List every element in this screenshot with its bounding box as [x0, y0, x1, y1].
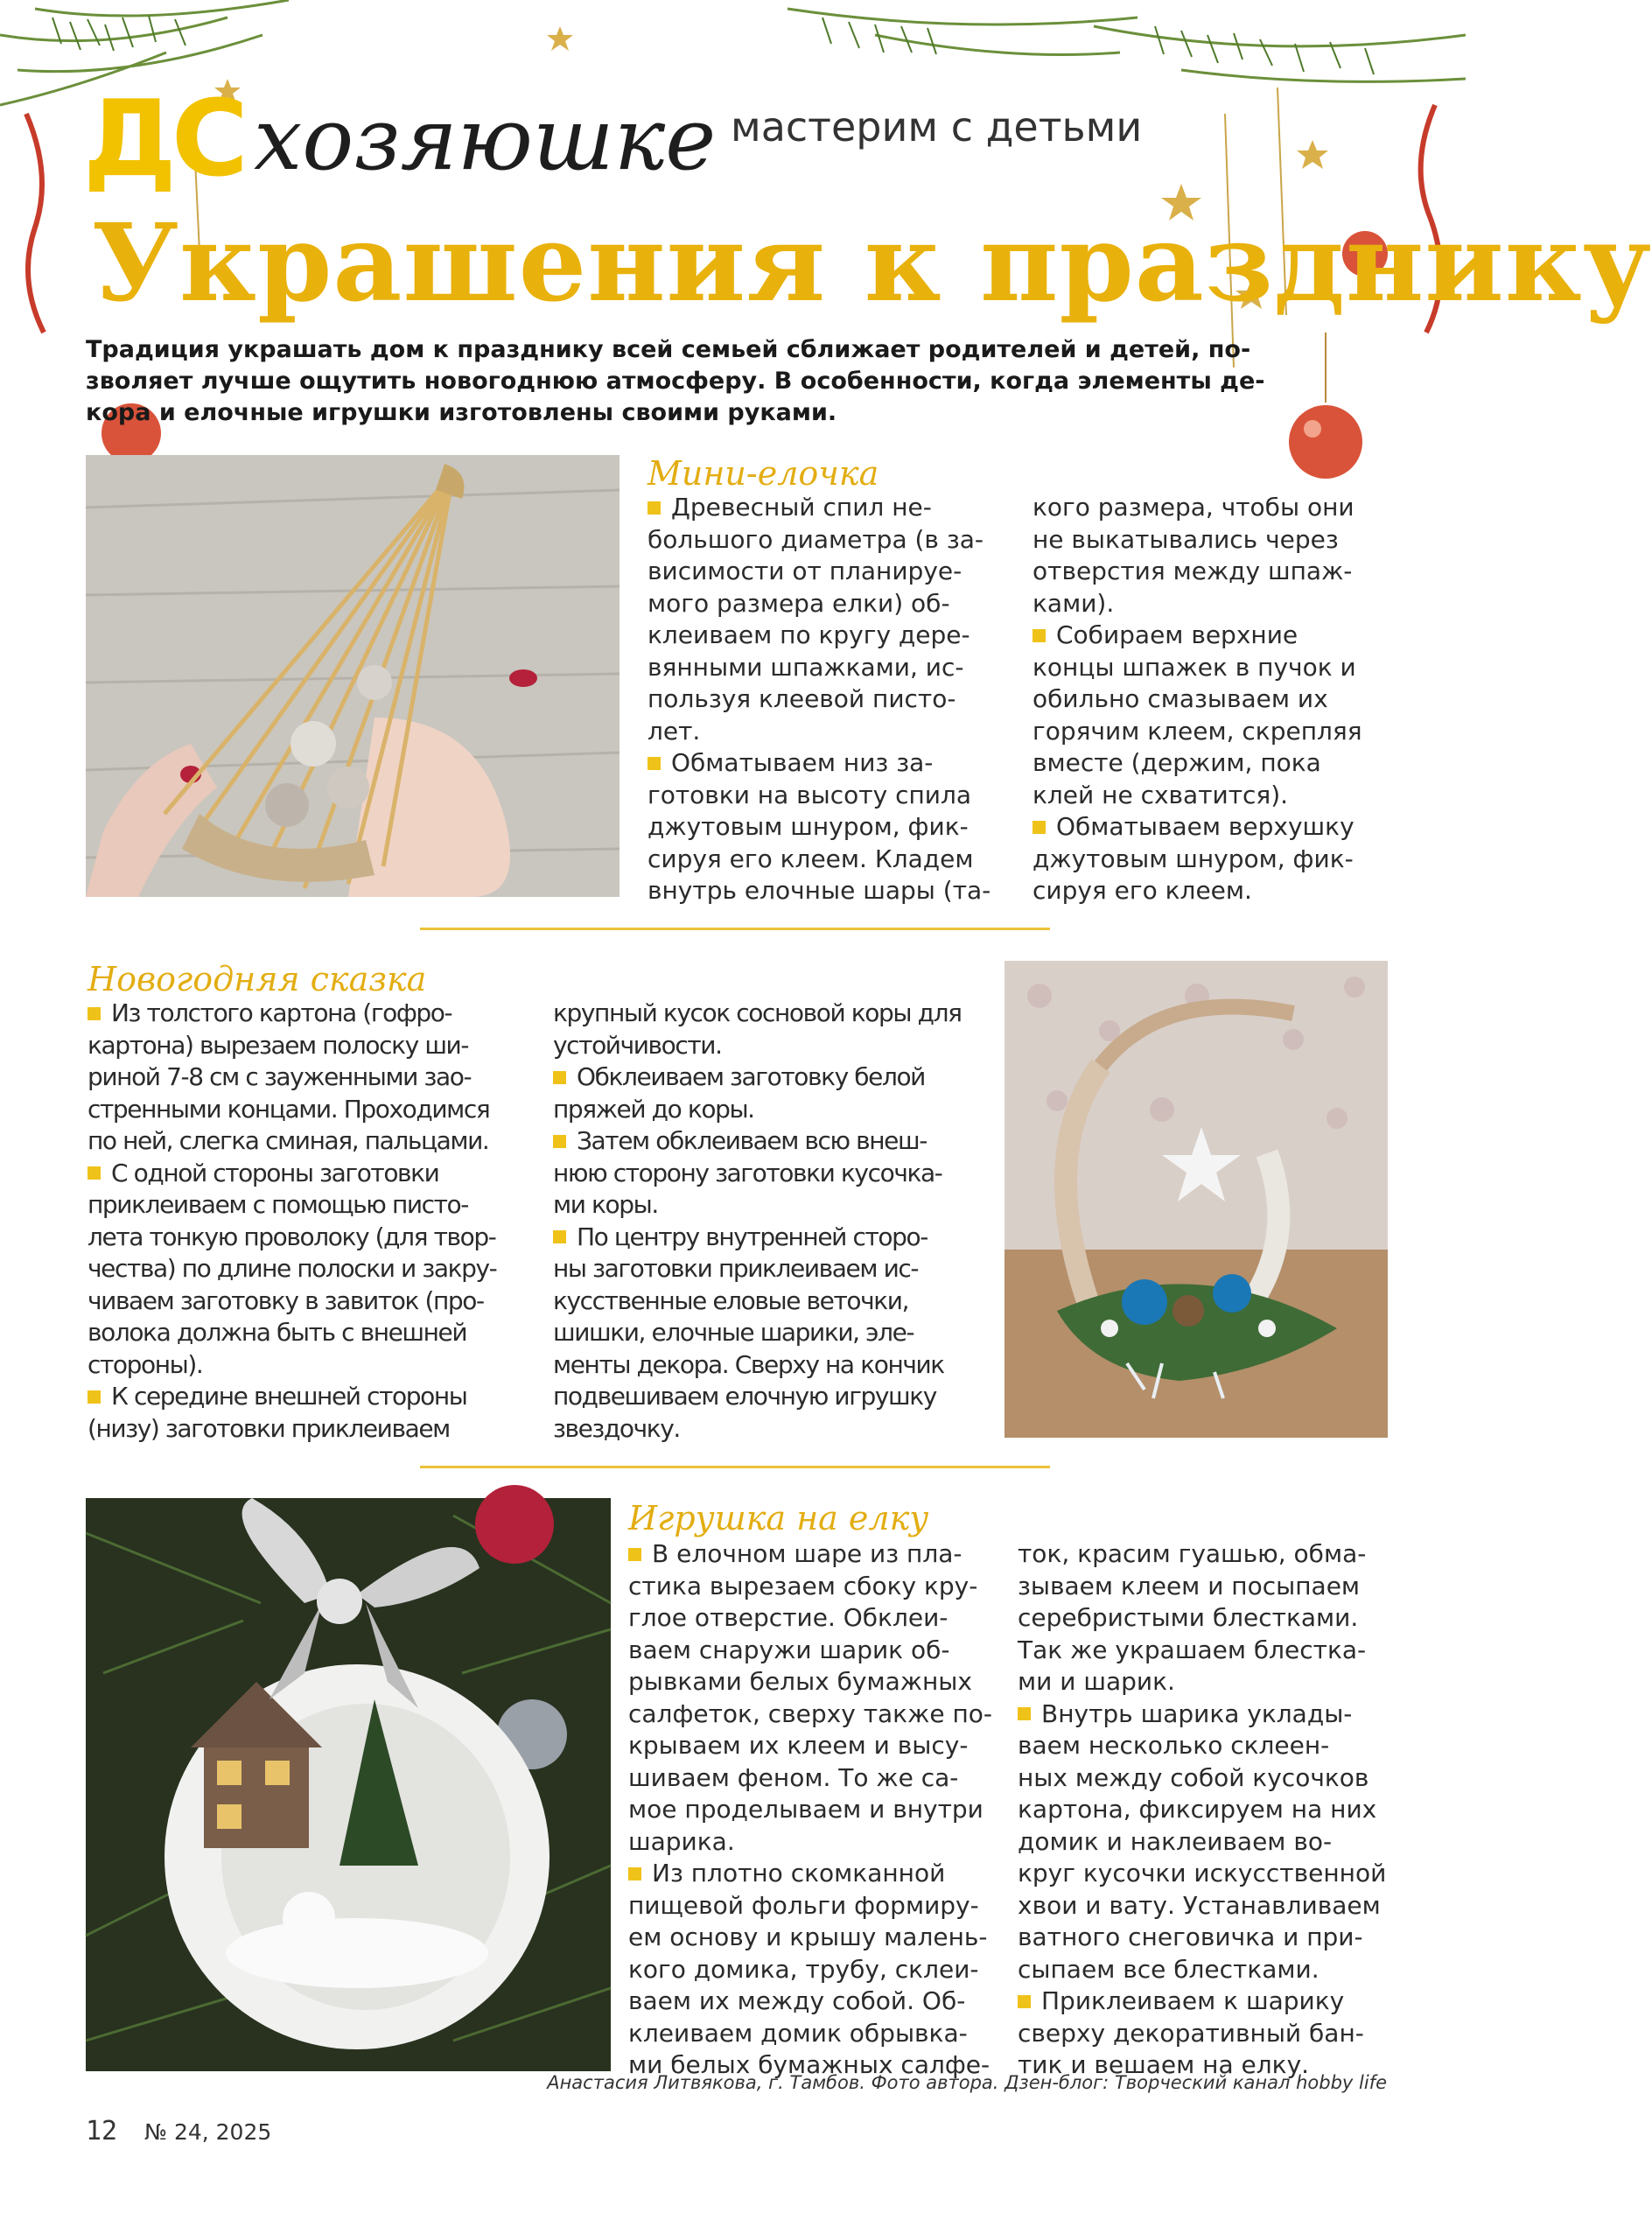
- text-line: стороны).: [88, 1349, 203, 1379]
- text-line: лет.: [648, 716, 701, 746]
- text-line: С одной стороны заготовки: [111, 1158, 439, 1187]
- text-line: [628, 1538, 996, 1571]
- text-line: кусственные еловые веточки,: [553, 1285, 909, 1315]
- text-line: шишки, елочные шарики, эле-: [553, 1318, 914, 1347]
- bullet-marker: [648, 501, 661, 515]
- text-line: [553, 1222, 990, 1254]
- text-line: [1018, 1698, 1385, 1731]
- text-line: ваем несколько склеен-: [1018, 1731, 1330, 1760]
- issue-number: № 24, 2025: [144, 2119, 272, 2145]
- text-line: звездочку.: [553, 1413, 680, 1443]
- bullet-marker: [628, 1867, 641, 1880]
- section-mini-tree-col2: [1032, 492, 1382, 907]
- text-line: ми белых бумажных салфе-: [628, 2050, 990, 2079]
- text-line: устойчивости.: [553, 1030, 722, 1060]
- text-line: ных между собой кусочков: [1018, 1762, 1369, 1792]
- text-line: отверстия между шпаж-: [1032, 557, 1353, 585]
- text-line: Затем обклеиваем всю внеш-: [577, 1126, 927, 1155]
- section-title-new-year-tale: Новогодняя сказка: [88, 960, 427, 998]
- text-line: сируя его клеем. Кладем: [648, 844, 974, 873]
- text-line: Собираем верхние: [1056, 620, 1298, 649]
- intro-line: зволяет лучше ощутить новогоднюю атмосферу. В особенности, когда элементы де-: [86, 368, 1265, 395]
- text-line: Из плотно скомканной: [652, 1859, 946, 1887]
- text-line: вместе (держим, пока: [1032, 748, 1321, 777]
- text-line: [88, 998, 525, 1030]
- text-line: Так же украшаем блестка-: [1018, 1635, 1367, 1664]
- text-line: крупный кусок сосновой коры для: [553, 998, 962, 1027]
- text-line: Внутрь шарика уклады-: [1041, 1698, 1353, 1728]
- text-line: пищевой фольги формиру-: [628, 1890, 979, 1920]
- pine-needles: [52, 16, 1374, 74]
- text-line: ток, красим гуашью, обма-: [1018, 1539, 1367, 1568]
- text-line: Обматываем верхушку: [1056, 812, 1354, 841]
- text-line: серебристыми блестками.: [1018, 1603, 1359, 1632]
- text-line: [88, 1381, 525, 1413]
- text-line: концы шпажек в пучок и: [1032, 652, 1356, 682]
- section-tale-col2: [553, 998, 990, 1445]
- section-tree-toy-col2: [1018, 1538, 1385, 2082]
- text-line: кого домика, трубу, склеи-: [628, 1954, 979, 1984]
- text-line: готовки на высоту спила: [648, 780, 972, 809]
- text-line: [553, 1125, 990, 1158]
- bullet-marker: [1018, 1707, 1031, 1720]
- bullet-marker: [1032, 629, 1046, 642]
- text-line: чества) по длине полоски и закру-: [88, 1254, 497, 1283]
- text-line: мого размера елки) об-: [648, 588, 950, 618]
- text-line: зываем клеем и посыпаем: [1018, 1571, 1361, 1600]
- text-line: круг кусочки искусственной: [1018, 1859, 1387, 1887]
- photo-tree-toy: [86, 1498, 611, 2071]
- text-line: Обклеиваем заготовку белой: [577, 1062, 925, 1091]
- text-line: клеиваем домик обрывка-: [628, 2018, 968, 2048]
- text-line: подвешиваем елочную игрушку: [553, 1382, 936, 1411]
- text-line: джутовым шнуром, фик-: [648, 812, 969, 841]
- text-line: хвои и вату. Устанавливаем: [1018, 1890, 1381, 1920]
- text-line: (низу) заготовки приклеиваем: [88, 1413, 450, 1443]
- text-line: картона, фиксируем на них: [1018, 1795, 1377, 1824]
- text-line: большого диаметра (в за-: [648, 524, 984, 554]
- text-line: [88, 1158, 525, 1190]
- text-line: [628, 1858, 996, 1890]
- text-line: [1032, 620, 1382, 652]
- text-line: стика вырезаем сбоку кру-: [628, 1571, 978, 1600]
- bullet-marker: [88, 1390, 101, 1404]
- text-line: стренными концами. Проходимся: [88, 1094, 490, 1124]
- text-line: нюю сторону заготовки кусочка-: [553, 1158, 942, 1187]
- text-line: Из толстого картона (гофро-: [111, 998, 452, 1027]
- pine-branches-right: [788, 9, 1466, 81]
- text-line: В елочном шаре из пла-: [652, 1539, 962, 1568]
- text-line: салфеток, сверху также по-: [628, 1698, 992, 1728]
- text-line: ками).: [1032, 588, 1115, 618]
- text-line: по ней, слегка сминая, пальцами.: [88, 1126, 489, 1155]
- text-line: [648, 747, 998, 780]
- text-line: крываем их клеем и высу-: [628, 1731, 969, 1760]
- text-line: чиваем заготовку в завиток (про-: [88, 1285, 484, 1315]
- article-intro: [86, 334, 1398, 429]
- photo-new-year-tale: [1004, 961, 1388, 1438]
- text-line: К середине внешней стороны: [111, 1382, 467, 1411]
- text-line: [553, 1061, 990, 1094]
- text-line: горячим клеем, скрепляя: [1032, 716, 1362, 746]
- text-line: картона) вырезаем полоску ши-: [88, 1030, 469, 1060]
- section-divider: [420, 1466, 1050, 1468]
- text-line: глое отверстие. Обклеи-: [628, 1603, 948, 1632]
- text-line: ми коры.: [553, 1190, 658, 1219]
- text-line: риной 7-8 см с зауженными зао-: [88, 1062, 472, 1091]
- text-line: ватного снеговичка и при-: [1018, 1922, 1363, 1951]
- text-line: ваем снаружи шарик об-: [628, 1635, 950, 1664]
- text-line: [1032, 811, 1382, 844]
- text-line: приклеиваем с помощью писто-: [88, 1190, 468, 1219]
- rubric-title: хозяюшке: [254, 90, 717, 190]
- text-line: ны заготовки приклеиваем ис-: [553, 1254, 919, 1283]
- section-tale-col1: [88, 998, 525, 1445]
- text-line: кого размера, чтобы они: [1032, 493, 1354, 522]
- photo-mini-tree: [86, 455, 620, 897]
- text-line: Приклеиваем к шарику: [1041, 1986, 1345, 2015]
- text-line: Обматываем низ за-: [671, 748, 934, 777]
- intro-line: Традиция украшать дом к празднику всей семьей сближает родителей и детей, по-: [86, 336, 1251, 363]
- text-line: клеиваем по кругу дере-: [648, 620, 970, 649]
- text-line: домик и наклеиваем во-: [1018, 1826, 1333, 1856]
- bullet-marker: [88, 1166, 101, 1180]
- text-line: ем основу и крышу малень-: [628, 1922, 988, 1951]
- bullet-marker: [628, 1548, 641, 1561]
- rubric-subtitle: мастерим с детьми: [731, 103, 1143, 151]
- bullet-marker: [1018, 1995, 1031, 2008]
- text-line: волока должна быть с внешней: [88, 1318, 467, 1347]
- bullet-marker: [88, 1007, 101, 1020]
- text-line: [648, 492, 998, 524]
- bullet-marker: [1032, 821, 1046, 834]
- section-title-mini-tree: Мини-елочка: [648, 454, 879, 493]
- text-line: висимости от планируе-: [648, 557, 962, 585]
- text-line: Древесный спил не-: [671, 493, 932, 522]
- bullet-marker: [553, 1071, 566, 1084]
- text-line: джутовым шнуром, фик-: [1032, 844, 1354, 873]
- text-line: шиваем феном. То же са-: [628, 1762, 959, 1792]
- text-line: ми и шарик.: [1018, 1667, 1175, 1696]
- section-divider: [420, 928, 1050, 930]
- section-tree-toy-col1: [628, 1538, 996, 2082]
- text-line: рывками белых бумажных: [628, 1667, 972, 1696]
- text-line: вянными шпажками, ис-: [648, 652, 964, 682]
- text-line: не выкатывались через: [1032, 524, 1339, 554]
- text-line: сверху декоративный бан-: [1018, 2018, 1364, 2048]
- text-line: шарика.: [628, 1826, 735, 1856]
- text-line: клей не схватится).: [1032, 780, 1289, 809]
- author-credit: Анастасия Литвякова, г. Тамбов. Фото автора. Дзен-блог: Творческий канал hobby life: [547, 2072, 1387, 2093]
- intro-line: кора и елочные игрушки изготовлены своими руками.: [86, 399, 837, 426]
- text-line: сыпаем все блестками.: [1018, 1954, 1320, 1984]
- bullet-marker: [648, 757, 661, 770]
- text-line: менты декора. Сверху на кончик: [553, 1349, 944, 1379]
- section-title-tree-toy: Игрушка на елку: [628, 1499, 929, 1537]
- text-line: обильно смазываем их: [1032, 684, 1328, 713]
- text-line: внутрь елочные шары (та-: [648, 876, 991, 905]
- bullet-marker: [553, 1135, 566, 1148]
- section-mini-tree-col1: [648, 492, 998, 907]
- text-line: ваем их между собой. Об-: [628, 1986, 966, 2015]
- text-line: сируя его клеем.: [1032, 876, 1252, 905]
- magazine-logo: ДС: [83, 79, 243, 200]
- text-line: По центру внутренней сторо-: [577, 1222, 928, 1251]
- page-number: 12: [86, 2116, 118, 2146]
- text-line: мое проделываем и внутри: [628, 1795, 984, 1824]
- text-line: пряжей до коры.: [553, 1094, 754, 1124]
- text-line: лета тонкую проволоку (для твор-: [88, 1222, 496, 1251]
- text-line: тик и вешаем на елку.: [1018, 2050, 1310, 2079]
- article-title: Украшения к празднику: [92, 200, 1652, 326]
- text-line: [1018, 1985, 1385, 2018]
- bullet-marker: [553, 1230, 566, 1243]
- text-line: пользуя клеевой писто-: [648, 684, 956, 713]
